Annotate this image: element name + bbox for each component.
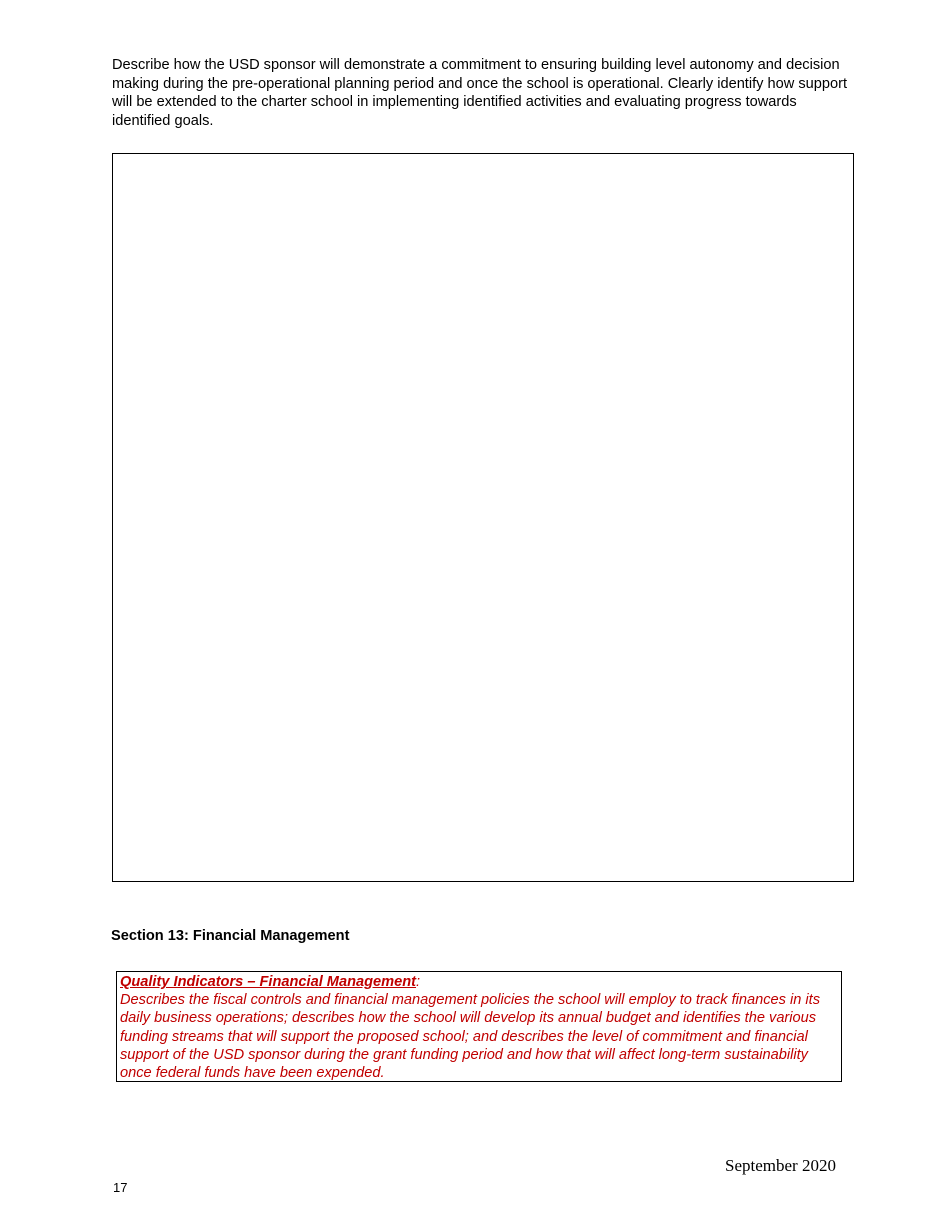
response-text-box[interactable] bbox=[112, 153, 854, 882]
quality-indicators-box bbox=[116, 971, 842, 1082]
quality-indicators-body: Describes the fiscal controls and financial management policies the school will employ to track finances in its daily business operations; describes how the school will develop its annual budget and identifies the various funding streams that will support the proposed school; and describes the level of commitment and financial support of the USD sponsor during the grant funding period and how that will affect long-term sustainability once federal funds have been expended. bbox=[120, 992, 821, 1082]
instruction-text: Describe how the USD sponsor will demonstrate a commitment to ensuring building level autonomy and decision making during the pre-operational planning period and once the school is operational. Clearly identify how support will be extended to the charter school in implementing identified activities and evaluating progress towards identified goals. bbox=[112, 57, 848, 129]
page-number: 17 bbox=[113, 1180, 128, 1195]
quality-indicators-title: Quality Indicators – Financial Management bbox=[120, 974, 417, 990]
section-heading: Section 13: Financial Management bbox=[111, 928, 350, 944]
quality-indicators-colon: : bbox=[416, 974, 421, 990]
footer-date: September 2020 bbox=[725, 1156, 836, 1175]
